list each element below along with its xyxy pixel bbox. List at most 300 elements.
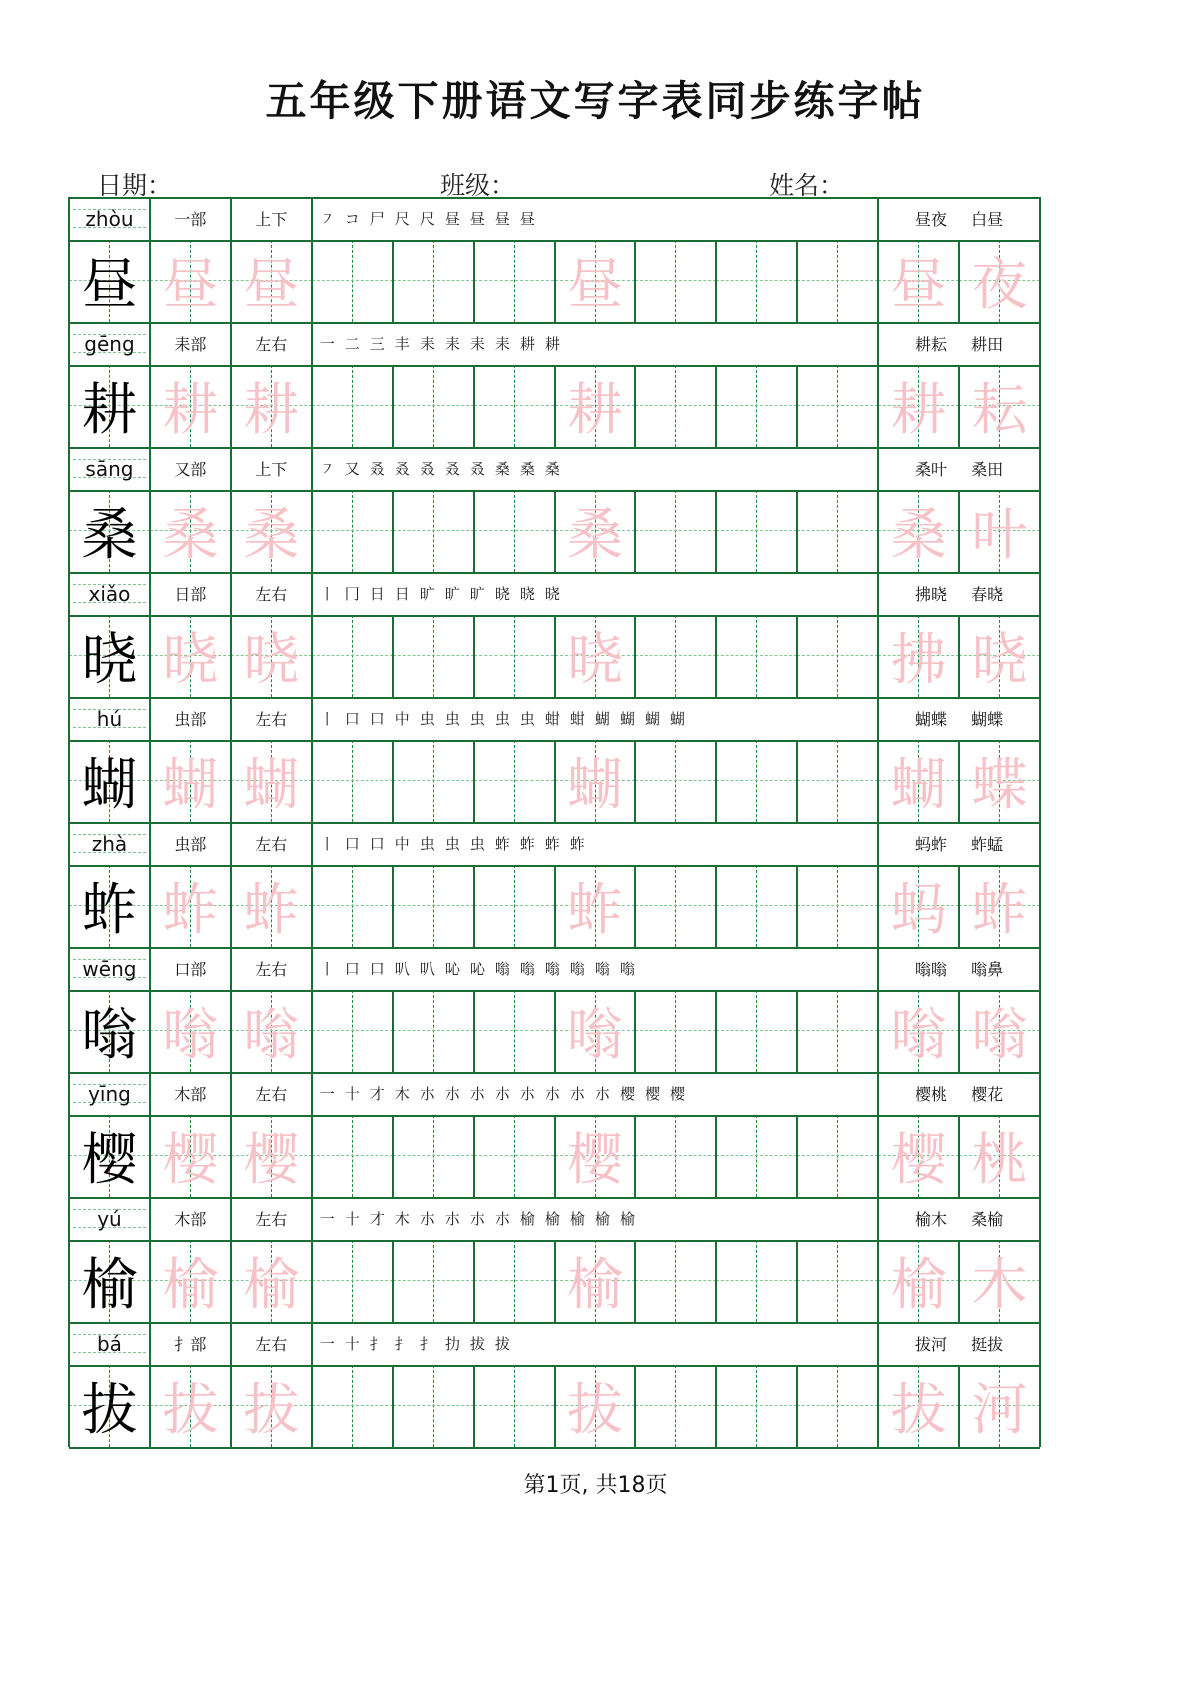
grid-line [473, 490, 475, 572]
stroke-order-cell [312, 697, 878, 740]
grid-line [68, 322, 70, 365]
grid-line [311, 197, 313, 240]
grid-line [69, 197, 1040, 199]
practice-cell[interactable] [474, 365, 555, 447]
grid-line [149, 322, 151, 365]
stroke-step: 拔 [469, 1335, 485, 1353]
stroke-step: 昼 [444, 210, 460, 228]
stroke-step: 榆 [544, 1210, 560, 1228]
grid-line [69, 447, 1040, 449]
practice-cell[interactable] [312, 990, 393, 1072]
stroke-step: 虫 [469, 710, 485, 728]
practice-cell[interactable] [797, 1365, 878, 1447]
pinyin-text: gēng [84, 331, 135, 356]
trace-character: 榆 [890, 1253, 947, 1318]
info-row [69, 1072, 1040, 1115]
model-character: 晓 [81, 628, 138, 693]
grid-line [796, 615, 798, 697]
trace-cell[interactable] [150, 615, 231, 697]
practice-cell[interactable] [312, 1365, 393, 1447]
practice-cell[interactable] [797, 490, 878, 572]
grid-line [473, 365, 475, 447]
grid-line [392, 740, 394, 822]
stroke-step: 木 [394, 1210, 410, 1228]
trace-character: 蚱 [243, 878, 300, 943]
words-cell [878, 1072, 1040, 1115]
character-block [69, 1072, 1040, 1197]
grid-line [1039, 1240, 1041, 1322]
word-trace-cell[interactable] [959, 365, 1040, 447]
page-title: 五年级下册语文写字表同步练字帖 [265, 77, 926, 125]
stroke-step: 吣 [444, 960, 460, 978]
stroke-step: 叭 [394, 960, 410, 978]
pinyin-cell [69, 447, 150, 490]
word-trace-cell[interactable] [959, 1365, 1040, 1447]
grid-line [877, 865, 879, 947]
trace-cell[interactable] [150, 1240, 231, 1322]
stroke-step: 一 [319, 1210, 335, 1228]
practice-cell[interactable] [312, 490, 393, 572]
practice-cell[interactable] [635, 865, 716, 947]
grid-line [311, 490, 313, 572]
practice-cell[interactable] [716, 615, 797, 697]
stroke-step: 才 [369, 1210, 385, 1228]
word-trace-cell[interactable] [959, 1240, 1040, 1322]
word-trace-cell[interactable] [878, 240, 959, 322]
word-trace-cell[interactable] [959, 865, 1040, 947]
grid-line [68, 1240, 70, 1322]
stroke-step: 叒 [419, 460, 435, 478]
practice-cell[interactable] [312, 740, 393, 822]
practice-cell[interactable] [797, 740, 878, 822]
practice-cell[interactable] [635, 490, 716, 572]
grid-line [68, 1115, 70, 1197]
practice-cell[interactable] [474, 1365, 555, 1447]
practice-cell[interactable] [474, 740, 555, 822]
grid-line [473, 240, 475, 322]
grid-line [230, 322, 232, 365]
word: 拔河 [915, 1335, 948, 1354]
grid-line [554, 990, 556, 1072]
grid-line [311, 1322, 313, 1365]
stroke-step: 才 [369, 1085, 385, 1103]
practice-cell[interactable] [716, 1240, 797, 1322]
trace-cell[interactable] [555, 1115, 636, 1197]
grid-line [230, 365, 232, 447]
trace-cell[interactable] [150, 740, 231, 822]
pinyin-cell [69, 1322, 150, 1365]
grid-line [392, 490, 394, 572]
grid-line [796, 740, 798, 822]
practice-cell[interactable] [716, 1115, 797, 1197]
pinyin-cell [69, 322, 150, 365]
trace-cell[interactable] [555, 990, 636, 1072]
stroke-step: 桑 [544, 460, 560, 478]
grid-line [554, 1115, 556, 1197]
grid-line [958, 615, 960, 697]
trace-character: 昼 [890, 253, 947, 318]
stroke-step: 二 [344, 335, 360, 353]
grid-line [1039, 1322, 1041, 1365]
pinyin-text: hú [96, 706, 123, 731]
stroke-step: 蚱 [544, 835, 560, 853]
stroke-step: 朩 [419, 1085, 435, 1103]
grid-line [877, 697, 879, 740]
practice-cell[interactable] [312, 865, 393, 947]
word: 蝴蝶 [915, 710, 948, 729]
practice-cell[interactable] [393, 740, 474, 822]
grid-line [311, 865, 313, 947]
stroke-step: 一 [319, 335, 335, 353]
word-trace-cell[interactable] [959, 740, 1040, 822]
stroke-step: 中 [394, 710, 410, 728]
grid-line [473, 740, 475, 822]
grid-line [149, 947, 151, 990]
practice-cell[interactable] [312, 240, 393, 322]
character-block [69, 1197, 1040, 1322]
word: 嗡鼻 [971, 960, 1004, 979]
date-label: 日期： [97, 171, 173, 200]
grid-line [473, 1365, 475, 1447]
trace-character: 晓 [243, 628, 300, 693]
radical-cell: 木部 [174, 1085, 207, 1104]
trace-character: 夜 [971, 253, 1028, 318]
trace-cell[interactable] [231, 865, 312, 947]
stroke-step: 榆 [619, 1210, 635, 1228]
word-trace-cell[interactable] [959, 615, 1040, 697]
stroke-step: 蝴 [619, 710, 635, 728]
practice-cell[interactable] [797, 865, 878, 947]
trace-character: 耘 [971, 378, 1028, 443]
practice-cell[interactable] [797, 240, 878, 322]
trace-character: 蝴 [566, 753, 623, 818]
word: 嗡嗡 [915, 960, 948, 979]
grid-line [554, 1240, 556, 1322]
grid-line [877, 822, 879, 865]
practice-cell[interactable] [635, 990, 716, 1072]
practice-cell[interactable] [474, 615, 555, 697]
grid-line [715, 740, 717, 822]
grid-line [958, 490, 960, 572]
stroke-step: 木 [394, 1085, 410, 1103]
stroke-order-cell [312, 1197, 878, 1240]
stroke-step: 朩 [469, 1210, 485, 1228]
info-row [69, 447, 1040, 490]
trace-cell[interactable] [555, 365, 636, 447]
practice-cell[interactable] [393, 1115, 474, 1197]
trace-character: 蝴 [890, 753, 947, 818]
grid-line [149, 740, 151, 822]
practice-cell[interactable] [393, 990, 474, 1072]
practice-cell[interactable] [716, 990, 797, 1072]
practice-cell[interactable] [393, 1365, 474, 1447]
practice-cell[interactable] [635, 1365, 716, 1447]
structure-cell: 左右 [255, 710, 288, 729]
word: 蚂蚱 [915, 835, 948, 854]
word: 樱花 [971, 1085, 1004, 1104]
trace-cell[interactable] [150, 865, 231, 947]
trace-cell[interactable] [150, 990, 231, 1072]
practice-cell[interactable] [635, 1115, 716, 1197]
info-row [69, 697, 1040, 740]
pinyin-cell [69, 1197, 150, 1240]
grid-line [715, 1115, 717, 1197]
practice-cell[interactable] [797, 1115, 878, 1197]
stroke-step: 朩 [544, 1085, 560, 1103]
trace-cell[interactable] [231, 490, 312, 572]
grid-line [230, 947, 232, 990]
trace-character: 樱 [243, 1128, 300, 1193]
practice-cell[interactable] [716, 365, 797, 447]
practice-cell[interactable] [635, 365, 716, 447]
model-character: 榆 [81, 1253, 138, 1318]
class-label: 班级： [440, 171, 516, 200]
grid-line [68, 572, 70, 615]
trace-character: 蝴 [243, 753, 300, 818]
grid-line [1039, 1197, 1041, 1240]
character-block [69, 1322, 1040, 1447]
practice-cell[interactable] [635, 615, 716, 697]
stroke-step: 桑 [494, 460, 510, 478]
trace-character: 蚱 [566, 878, 623, 943]
grid-line [68, 365, 70, 447]
stroke-step: 旷 [444, 585, 460, 603]
practice-cell[interactable] [474, 1240, 555, 1322]
stroke-step: 蚶 [544, 710, 560, 728]
practice-cell[interactable] [393, 490, 474, 572]
grid-line [1039, 447, 1041, 490]
stroke-step: 十 [344, 1085, 360, 1103]
trace-cell[interactable] [150, 365, 231, 447]
stroke-order-cell [312, 822, 878, 865]
grid-line [1039, 240, 1041, 322]
stroke-step: 十 [344, 1335, 360, 1353]
model-character: 樱 [81, 1128, 138, 1193]
word-trace-cell[interactable] [878, 1240, 959, 1322]
practice-cell[interactable] [716, 865, 797, 947]
word-trace-cell[interactable] [878, 1115, 959, 1197]
practice-cell[interactable] [474, 1115, 555, 1197]
structure-cell: 左右 [255, 1210, 288, 1229]
practice-cell[interactable] [635, 1240, 716, 1322]
trace-cell[interactable] [231, 1240, 312, 1322]
grid-line [715, 865, 717, 947]
trace-cell[interactable] [150, 1115, 231, 1197]
trace-cell[interactable] [555, 740, 636, 822]
grid-line [230, 490, 232, 572]
grid-line [230, 1322, 232, 1365]
trace-cell[interactable] [150, 240, 231, 322]
trace-cell[interactable] [231, 240, 312, 322]
trace-cell[interactable] [555, 615, 636, 697]
grid-line [311, 365, 313, 447]
trace-character: 晓 [566, 628, 623, 693]
trace-cell[interactable] [555, 240, 636, 322]
word: 春晓 [971, 585, 1004, 604]
trace-character: 晓 [162, 628, 219, 693]
trace-cell[interactable] [555, 865, 636, 947]
practice-cell[interactable] [474, 990, 555, 1072]
word-trace-cell[interactable] [878, 740, 959, 822]
word: 耕耘 [915, 335, 948, 354]
stroke-step: 耒 [419, 335, 435, 353]
trace-character: 嗡 [566, 1003, 623, 1068]
model-character-cell [69, 1365, 150, 1447]
trace-cell[interactable] [231, 740, 312, 822]
info-row [69, 197, 1040, 240]
word-trace-cell[interactable] [878, 365, 959, 447]
word-trace-cell[interactable] [959, 1115, 1040, 1197]
grid-line [149, 1115, 151, 1197]
practice-cell[interactable] [393, 865, 474, 947]
practice-cell[interactable] [797, 990, 878, 1072]
practice-cell[interactable] [797, 1240, 878, 1322]
stroke-step: 朩 [494, 1210, 510, 1228]
grid-line [149, 490, 151, 572]
stroke-step: 叒 [469, 460, 485, 478]
stroke-order-cell [312, 197, 878, 240]
grid-line [634, 1115, 636, 1197]
practice-cell[interactable] [716, 490, 797, 572]
practice-cell[interactable] [716, 240, 797, 322]
trace-cell[interactable] [231, 365, 312, 447]
word-trace-cell[interactable] [878, 865, 959, 947]
pinyin-cell [69, 197, 150, 240]
practice-cell[interactable] [312, 365, 393, 447]
practice-cell[interactable] [393, 1240, 474, 1322]
grid-line [230, 697, 232, 740]
grid-line [230, 240, 232, 322]
grid-line [1039, 1072, 1041, 1115]
grid-line [634, 240, 636, 322]
practice-cell[interactable] [474, 490, 555, 572]
word-trace-cell[interactable] [878, 990, 959, 1072]
practice-cell[interactable] [635, 740, 716, 822]
practice-cell[interactable] [393, 365, 474, 447]
trace-character: 桑 [162, 503, 219, 568]
stroke-step: 日 [394, 585, 410, 603]
character-block [69, 447, 1040, 572]
grid-line [634, 365, 636, 447]
grid-line [311, 322, 313, 365]
grid-line [230, 822, 232, 865]
trace-cell[interactable] [231, 615, 312, 697]
grid-line [1039, 490, 1041, 572]
stroke-step: 旷 [469, 585, 485, 603]
practice-cell[interactable] [797, 615, 878, 697]
grid-line [715, 615, 717, 697]
grid-line [230, 865, 232, 947]
grid-line [796, 865, 798, 947]
word: 桑叶 [915, 460, 948, 479]
grid-line [68, 740, 70, 822]
grid-line [149, 990, 151, 1072]
trace-character: 樱 [890, 1128, 947, 1193]
trace-character: 蝶 [971, 753, 1028, 818]
grid-line [311, 1072, 313, 1115]
word-trace-cell[interactable] [878, 615, 959, 697]
stroke-step: 蚱 [569, 835, 585, 853]
trace-cell[interactable] [231, 1365, 312, 1447]
trace-cell[interactable] [555, 1240, 636, 1322]
trace-cell[interactable] [555, 1365, 636, 1447]
practice-cell[interactable] [635, 240, 716, 322]
stroke-step: 虫 [444, 835, 460, 853]
stroke-step: 尸 [369, 210, 385, 228]
trace-cell[interactable] [555, 490, 636, 572]
grid-line [877, 990, 879, 1072]
grid-line [149, 1197, 151, 1240]
stroke-step: 扌 [394, 1335, 410, 1353]
word-trace-cell[interactable] [878, 1365, 959, 1447]
model-character: 桑 [81, 503, 138, 568]
word-trace-cell[interactable] [959, 240, 1040, 322]
grid-line [311, 947, 313, 990]
grid-line [392, 1115, 394, 1197]
grid-line [149, 197, 151, 240]
word-trace-cell[interactable] [878, 490, 959, 572]
practice-cell[interactable] [312, 615, 393, 697]
stroke-step: 樱 [669, 1085, 685, 1103]
grid-line [68, 1197, 70, 1240]
grid-line [473, 615, 475, 697]
trace-cell[interactable] [231, 990, 312, 1072]
words-cell [878, 447, 1040, 490]
grid-line [958, 865, 960, 947]
stroke-step: 一 [319, 1085, 335, 1103]
practice-cell[interactable] [716, 740, 797, 822]
practice-cell[interactable] [716, 1365, 797, 1447]
radical-cell: 虫部 [174, 835, 207, 854]
word: 桑榆 [971, 1210, 1004, 1229]
grid-line [68, 822, 70, 865]
practice-cell[interactable] [474, 865, 555, 947]
pinyin-cell [69, 947, 150, 990]
practice-cell[interactable] [393, 240, 474, 322]
grid-line [68, 490, 70, 572]
grid-line [149, 572, 151, 615]
stroke-step: 虫 [419, 835, 435, 853]
trace-cell[interactable] [231, 1115, 312, 1197]
radical-cell: 虫部 [174, 710, 207, 729]
trace-cell[interactable] [150, 1365, 231, 1447]
practice-cell[interactable] [474, 240, 555, 322]
stroke-step: 嗡 [544, 960, 560, 978]
grid-line [149, 1322, 151, 1365]
grid-line [69, 1072, 1040, 1074]
grid-line [392, 240, 394, 322]
practice-cell[interactable] [312, 1240, 393, 1322]
trace-character: 昼 [243, 253, 300, 318]
stroke-step: 朩 [444, 1210, 460, 1228]
pinyin-text: xiǎo [88, 581, 131, 606]
practice-cell[interactable] [797, 365, 878, 447]
words-cell [878, 197, 1040, 240]
word-trace-cell[interactable] [959, 490, 1040, 572]
stroke-step: 口 [369, 710, 385, 728]
grid-line [473, 865, 475, 947]
word: 桑田 [971, 460, 1004, 479]
practice-cell[interactable] [312, 1115, 393, 1197]
character-block [69, 697, 1040, 822]
stroke-step: 尺 [394, 210, 410, 228]
grid-line [1039, 740, 1041, 822]
practice-cell[interactable] [393, 615, 474, 697]
grid-line [1039, 365, 1041, 447]
trace-cell[interactable] [150, 490, 231, 572]
word-trace-cell[interactable] [959, 990, 1040, 1072]
grid-line [554, 1365, 556, 1447]
